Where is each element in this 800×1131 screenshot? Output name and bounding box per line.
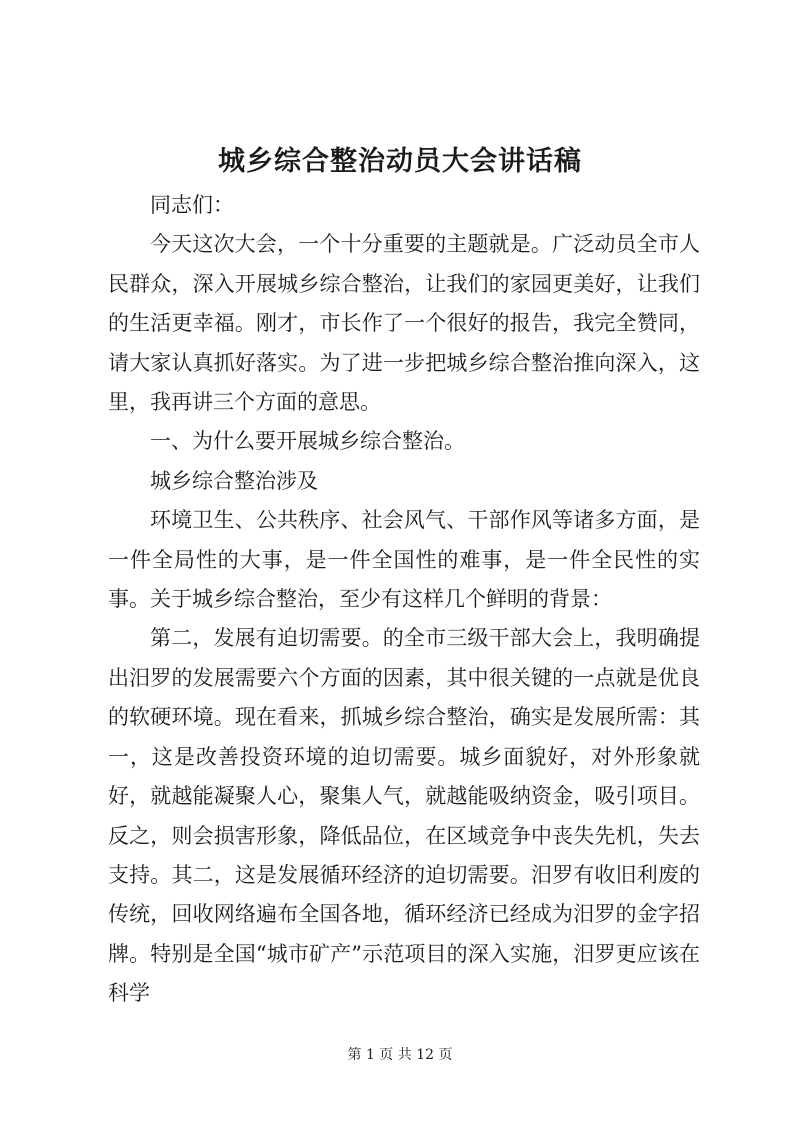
- document-title: 城乡综合整治动员大会讲话稿: [218, 146, 582, 177]
- page-number-footer: 第 1 页 共 12 页: [347, 1047, 453, 1063]
- paragraph-second-point: 第二，发展有迫切需要。的全市三级干部大会上，我明确提出汨罗的发展需要六个方面的因素，其中很关键的一点就是优良的软硬环境。现在看来，抓城乡综合整治，确实是发展所需：其一，这是改善投资环境的迫切需要。城乡面貌好，对外形象就好，就越能凝聚人心，聚集人气，就越能吸纳资金，吸引项目。反之，则会损害形象，降低品位，在区域竞争中丧失先机，失去支持。其二，这是发展循环经济的迫切需要。汨罗有收旧利废的传统，回收网络遍布全国各地，循环经济已经成为汨罗的金字招牌。特别是全国“城市矿产”示范项目的深入实施，汨罗更应该在科学: [108, 626, 700, 1006]
- document-body: [108, 186, 700, 1014]
- paragraph-opening: 今天这次大会，一个十分重要的主题就是。广泛动员全市人民群众，深入开展城乡综合整治，让我们的家园更美好，让我们的生活更幸福。刚才，市长作了一个很好的报告，我完全赞同，请大家认真抓好落实。为了进一步把城乡综合整治推向深入，这里，我再讲三个方面的意思。: [108, 232, 700, 415]
- paragraph-background: 环境卫生、公共秩序、社会风气、干部作风等诸多方面，是一件全局性的大事，是一件全国性的难事，是一件全民性的实事。关于城乡综合整治，至少有这样几个鲜明的背景：: [108, 508, 700, 612]
- paragraph-salutation: 同志们：: [150, 193, 234, 217]
- paragraph-fragment: 城乡综合整治涉及: [150, 468, 318, 493]
- section-heading-1: 一、为什么要开展城乡综合整治。: [150, 429, 465, 454]
